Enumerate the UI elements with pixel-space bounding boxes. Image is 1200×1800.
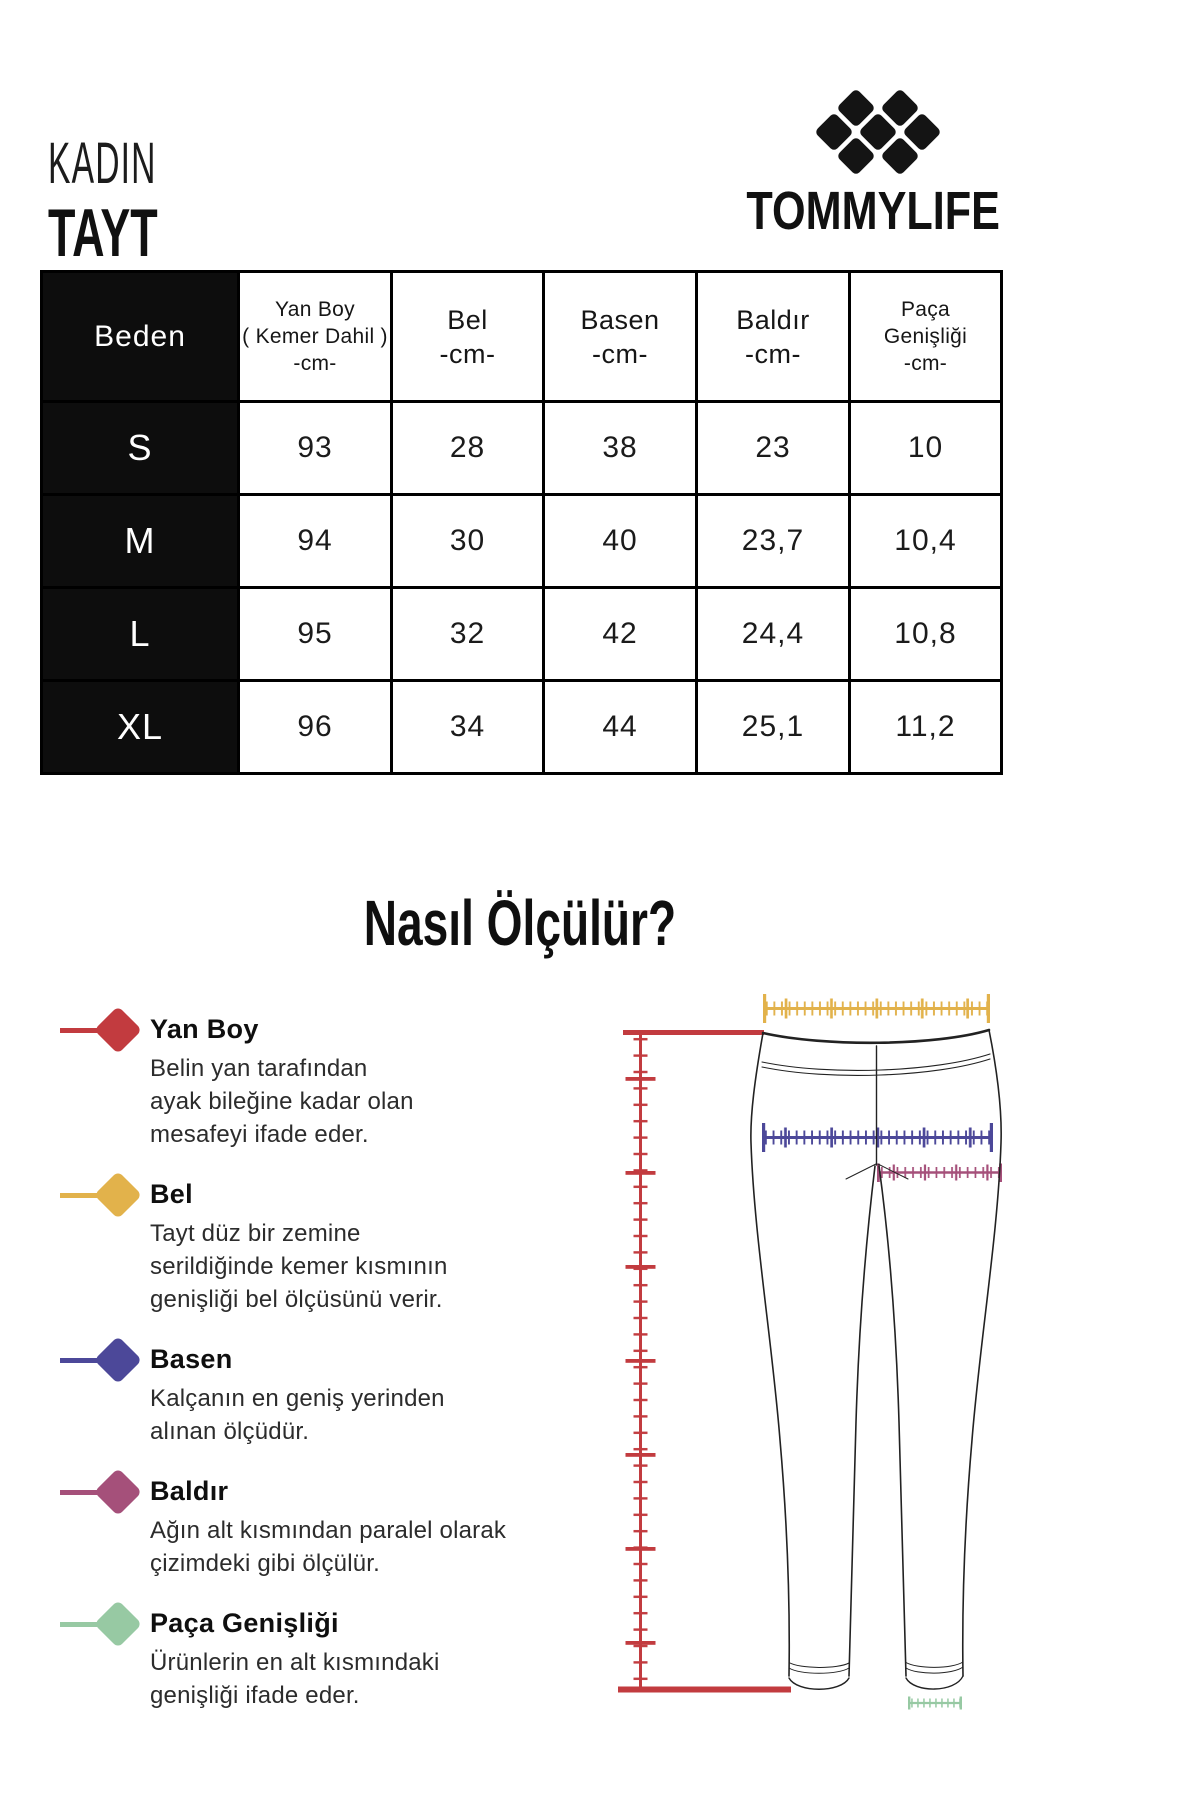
legend-item-yan-boy bbox=[60, 1012, 540, 1151]
size-cell: S bbox=[42, 402, 239, 495]
value-cell: 10 bbox=[850, 402, 1002, 495]
value-cell: 95 bbox=[239, 588, 392, 681]
legend-label: Bel bbox=[150, 1179, 193, 1209]
measurement-diagram bbox=[590, 980, 1020, 1720]
header-baldir: Baldır -cm- bbox=[697, 272, 850, 402]
value-cell: 30 bbox=[392, 495, 544, 588]
paca-genisligi-ruler bbox=[908, 1697, 962, 1710]
legend-description: çizimdeki gibi ölçülür. bbox=[150, 1550, 381, 1577]
size-table-header-row bbox=[42, 272, 1002, 402]
baldir-diamond-marker bbox=[60, 1478, 144, 1506]
value-cell: 42 bbox=[544, 588, 697, 681]
value-cell: 40 bbox=[544, 495, 697, 588]
basen-diamond-marker bbox=[60, 1346, 144, 1374]
legend-description: Ürünlerin en alt kısmındaki bbox=[150, 1649, 440, 1676]
legend-description: Belin yan tarafından bbox=[150, 1055, 368, 1082]
category-label: KADIN bbox=[48, 131, 157, 196]
value-cell: 24,4 bbox=[697, 588, 850, 681]
legend-item-bel bbox=[60, 1177, 540, 1316]
legend-item-baldir bbox=[60, 1474, 540, 1580]
value-cell: 23 bbox=[697, 402, 850, 495]
legend-description: Tayt düz bir zemine bbox=[150, 1220, 361, 1247]
legend-label: Yan Boy bbox=[150, 1014, 259, 1044]
paca-genisligi-diamond-marker bbox=[60, 1610, 144, 1638]
value-cell: 96 bbox=[239, 681, 392, 774]
value-cell: 32 bbox=[392, 588, 544, 681]
size-cell: L bbox=[42, 588, 239, 681]
legend-label: Basen bbox=[150, 1344, 233, 1374]
value-cell: 10,8 bbox=[850, 588, 1002, 681]
legend-description: genişliği ifade eder. bbox=[150, 1682, 360, 1709]
value-cell: 10,4 bbox=[850, 495, 1002, 588]
value-cell: 94 bbox=[239, 495, 392, 588]
size-cell: M bbox=[42, 495, 239, 588]
bel-ruler bbox=[763, 994, 990, 1023]
legend-description: serildiğinde kemer kısmının bbox=[150, 1253, 448, 1280]
legend-description: Kalçanın en geniş yerinden bbox=[150, 1385, 445, 1412]
product-title: TAYT bbox=[48, 195, 158, 271]
legend-description: mesafeyi ifade eder. bbox=[150, 1121, 369, 1148]
legend-description: alınan ölçüdür. bbox=[150, 1418, 310, 1445]
bel-diamond-marker bbox=[60, 1181, 144, 1209]
value-cell: 11,2 bbox=[850, 681, 1002, 774]
size-table bbox=[40, 270, 1003, 775]
value-cell: 28 bbox=[392, 402, 544, 495]
measurement-legend bbox=[60, 1012, 540, 1738]
header-beden: Beden bbox=[42, 272, 239, 402]
yan-boy-diamond-marker bbox=[60, 1016, 144, 1044]
legend-description: genişliği bel ölçüsünü verir. bbox=[150, 1286, 443, 1313]
header-bel: Bel -cm- bbox=[392, 272, 544, 402]
value-cell: 23,7 bbox=[697, 495, 850, 588]
table-row-xl bbox=[42, 681, 1002, 774]
how-to-measure-title: Nasıl Ölçülür? bbox=[363, 887, 677, 959]
value-cell: 44 bbox=[544, 681, 697, 774]
value-cell: 25,1 bbox=[697, 681, 850, 774]
value-cell: 93 bbox=[239, 402, 392, 495]
value-cell: 34 bbox=[392, 681, 544, 774]
legend-item-paca-genisligi bbox=[60, 1606, 540, 1712]
brand-name: TOMMYLIFE bbox=[746, 181, 1000, 241]
legend-label: Paça Genişliği bbox=[150, 1608, 339, 1638]
table-row-l bbox=[42, 588, 1002, 681]
basen-ruler bbox=[762, 1123, 993, 1152]
legend-description: ayak bileğine kadar olan bbox=[150, 1088, 414, 1115]
size-cell: XL bbox=[42, 681, 239, 774]
header-basen: Basen -cm- bbox=[544, 272, 697, 402]
legend-item-basen bbox=[60, 1342, 540, 1448]
table-row-m bbox=[42, 495, 1002, 588]
legend-label: Baldır bbox=[150, 1476, 229, 1506]
header-yan-boy: Yan Boy ( Kemer Dahil ) -cm- bbox=[239, 272, 392, 402]
brand-logo bbox=[812, 88, 944, 176]
header-paca-genisligi: Paça Genişliği -cm- bbox=[850, 272, 1002, 402]
legend-description: Ağın alt kısmından paralel olarak bbox=[150, 1517, 507, 1544]
value-cell: 38 bbox=[544, 402, 697, 495]
table-row-s bbox=[42, 402, 1002, 495]
